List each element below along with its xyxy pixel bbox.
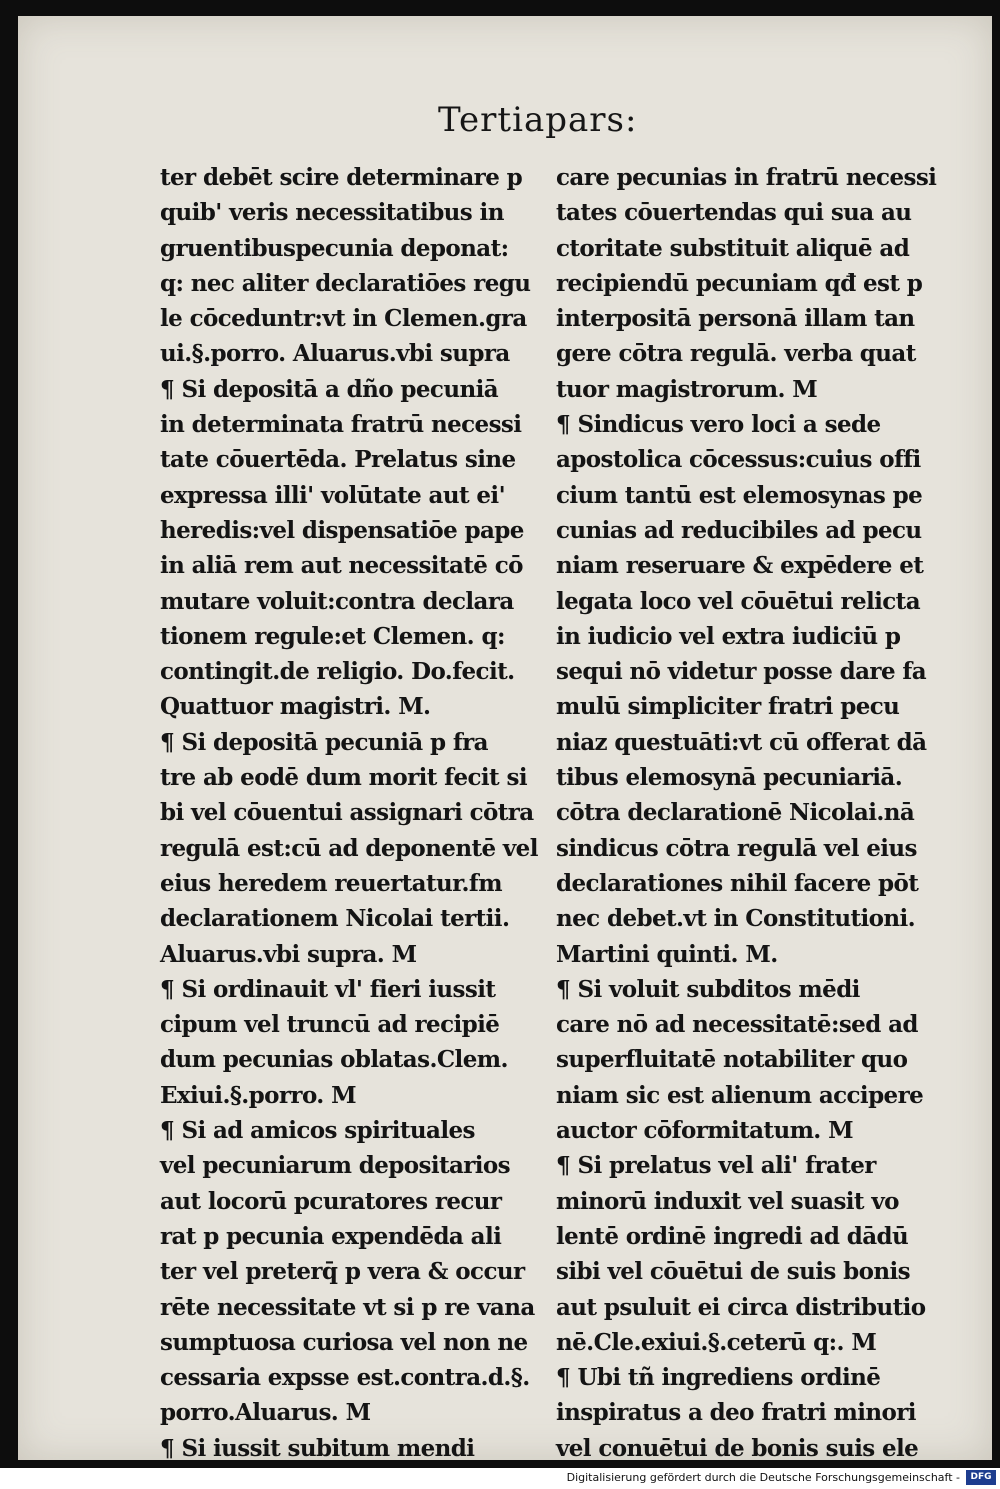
left-column-line: quib' veris necessitatibus in: [160, 199, 504, 227]
left-column-line: tionem regule:et Clemen. q:: [160, 622, 505, 650]
left-column-line: porro.Aluarus. M: [160, 1399, 371, 1427]
right-column-line: sindicus cōtra regulā vel eius: [556, 834, 917, 862]
left-column-line: contingit.de religio. Do.fecit.: [160, 658, 515, 686]
left-column-line: ¶ Si depositā a dño pecuniā: [160, 375, 499, 403]
right-column-line: ¶ Sindicus vero loci a sede: [556, 411, 881, 439]
right-column-line: nec debet.vt in Constitutioni.: [556, 905, 916, 933]
dfg-logo: DFG: [966, 1470, 996, 1485]
running-title: Tertiapars:: [438, 100, 638, 140]
right-column-line: ¶ Si prelatus vel ali' frater: [556, 1152, 876, 1180]
right-column-line: inspiratus a deo fratri minori: [556, 1399, 916, 1427]
left-column-line: ¶ Si iussit subitum mendi: [160, 1434, 475, 1462]
left-column-line: ¶ Si ordinauit vl' fieri iussit: [160, 975, 496, 1003]
right-column-line: care pecunias in fratrū necessi: [556, 164, 937, 191]
left-column-line: ter vel preterq̄ p vera & occur: [160, 1258, 525, 1286]
left-column-line: q: nec aliter declaratiōes regu: [160, 269, 531, 297]
right-column-line: superfluitatē notabiliter quo: [556, 1046, 908, 1074]
right-text-column: [556, 160, 992, 1466]
left-column-line: bi vel cōuentui assignari cōtra: [160, 799, 534, 827]
right-column-line: care nō ad necessitatē:sed ad: [556, 1011, 918, 1039]
left-column-line: le cōceduntr:vt in Clemen.gra: [160, 305, 527, 333]
left-column-line: expressa illi' volūtate aut ei': [160, 481, 506, 509]
right-column-line: sibi vel cōuētui de suis bonis: [556, 1258, 910, 1286]
right-column-line: sequi nō videtur posse dare fa: [556, 658, 926, 686]
left-column-line: in determinata fratrū necessi: [160, 411, 522, 439]
left-column-line: rat p pecunia expendēda ali: [160, 1222, 502, 1250]
left-column-line: cipum vel truncū ad recipiē: [160, 1011, 500, 1039]
left-column-line: ¶ Si ad amicos spirituales: [160, 1117, 475, 1145]
right-column-line: mulū simpliciter fratri pecu: [556, 693, 900, 721]
left-column-line: tate cōuertēda. Prelatus sine: [160, 446, 516, 474]
left-column-line: vel pecuniarum depositarios: [160, 1152, 511, 1180]
left-text-column: [160, 160, 560, 1466]
left-column-line: declarationem Nicolai tertii.: [160, 905, 510, 933]
left-column-line: aut locorū pcuratores recur: [160, 1187, 502, 1215]
digitization-credit: Digitalisierung gefördert durch die Deutsche Forschungsgemeinschaft -: [566, 1471, 960, 1484]
left-column-line: sumptuosa curiosa vel non ne: [160, 1328, 528, 1356]
right-column-line: tates cōuertendas qui sua au: [556, 199, 912, 227]
left-column-line: ¶ Si depositā pecuniā p fra: [160, 728, 488, 756]
right-column-line: niam sic est alienum accipere: [556, 1081, 924, 1109]
left-column-line: gruentibuspecunia deponat:: [160, 234, 509, 262]
left-column-line: ui.§.porro. Aluarus.vbi supra: [160, 340, 510, 368]
left-column-line: regulā est:cū ad deponentē vel: [160, 834, 538, 862]
left-column-line: Exiui.§.porro. M: [160, 1081, 356, 1109]
left-column-line: heredis:vel dispensatiōe pape: [160, 516, 524, 544]
left-column-line: Aluarus.vbi supra. M: [160, 940, 417, 968]
right-column-line: nē.Cle.exiui.§.ceterū q:. M: [556, 1328, 877, 1356]
left-column-line: in aliā rem aut necessitatē cō: [160, 552, 523, 580]
right-column-line: tuor magistrorum. M: [556, 375, 818, 403]
left-column-line: dum pecunias oblatas.Clem.: [160, 1046, 508, 1074]
right-column-line: Martini quinti. M.: [556, 940, 778, 968]
right-column-line: minorū induxit vel suasit vo: [556, 1187, 899, 1215]
right-column-line: cunias ad reducibiles ad pecu: [556, 516, 922, 544]
right-column-line: apostolica cōcessus:cuius offi: [556, 446, 921, 474]
right-column-line: ¶ Si voluit subditos mēdi: [556, 975, 860, 1003]
right-column-line: recipiendū pecuniam qđ est p: [556, 269, 923, 297]
right-column-line: cium tantū est elemosynas pe: [556, 481, 923, 509]
right-column-line: vel conuētui de bonis suis ele: [556, 1434, 919, 1462]
right-column-line: lentē ordinē ingredi ad dādū: [556, 1222, 909, 1250]
right-column-line: declarationes nihil facere pōt: [556, 869, 919, 897]
right-column-line: niam reseruare & expēdere et: [556, 552, 924, 580]
left-column-line: cessaria expsse est.contra.d.§.: [160, 1364, 530, 1392]
right-column-line: gere cōtra regulā. verba quat: [556, 340, 916, 368]
right-column-line: legata loco vel cōuētui relicta: [556, 587, 921, 615]
left-column-line: Quattuor magistri. M.: [160, 693, 431, 721]
left-column-line: rēte necessitate vt si p re vana: [160, 1293, 535, 1321]
right-column-line: ¶ Ubi tñ ingrediens ordinē: [556, 1364, 881, 1392]
left-column-line: tre ab eodē dum morit fecit si: [160, 764, 527, 792]
left-column-line: ter debēt scire determinare p: [160, 164, 523, 191]
right-column-line: tibus elemosynā pecuniariā.: [556, 764, 903, 792]
right-column-line: niaz questuāti:vt cū offerat dā: [556, 728, 927, 756]
right-column-line: ctoritate substituit aliquē ad: [556, 234, 910, 262]
left-column-line: eius heredem reuertatur.fm: [160, 869, 502, 897]
right-column-line: aut psuluit ei circa distributio: [556, 1293, 926, 1321]
right-column-line: in iudicio vel extra iudiciū p: [556, 622, 901, 650]
right-column-line: auctor cōformitatum. M: [556, 1117, 853, 1145]
right-column-line: cōtra declarationē Nicolai.nā: [556, 799, 915, 827]
right-column-line: interpositā personā illam tan: [556, 305, 915, 333]
left-column-line: mutare voluit:contra declara: [160, 587, 514, 615]
